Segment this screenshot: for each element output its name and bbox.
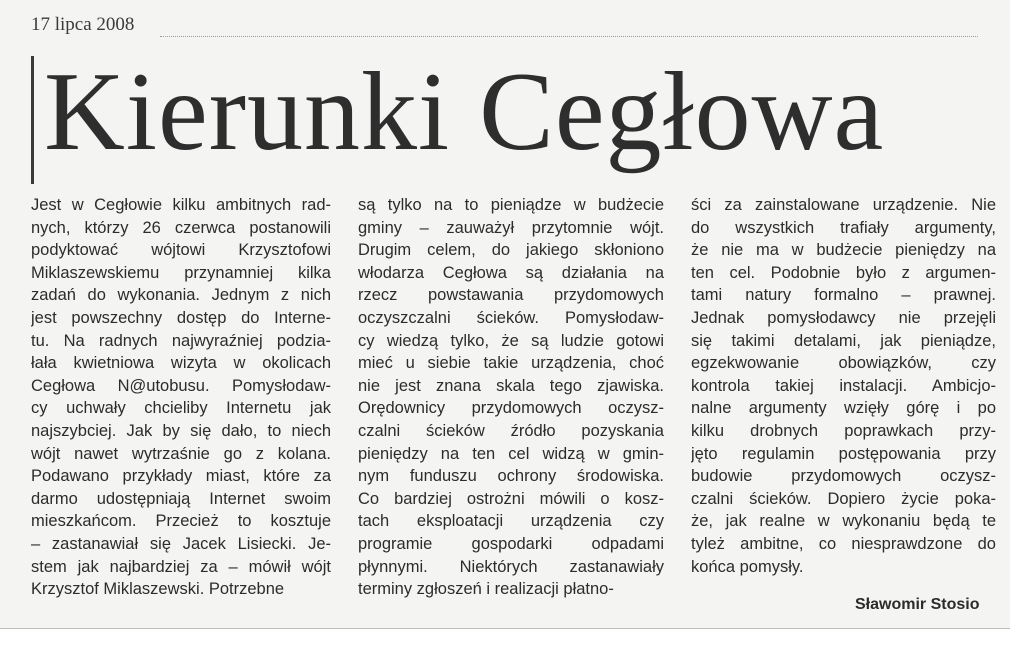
article-line: ten cel. Podobnie było z argumen- [691, 263, 996, 282]
scan-margin-bottom [0, 629, 1024, 645]
article-line: wójt nawet wytrzaśnie go z kolana. [31, 444, 331, 463]
article-line: zadań do wykonania. Jednym z nich [31, 286, 331, 305]
article-line: końca pomysły. [691, 557, 804, 576]
article-line: programie gospodarki odpadami [358, 534, 664, 553]
article-line: do wszystkich trafiały argumenty, [691, 218, 996, 237]
article-line: nym funduszu ochrony środowiska. [358, 467, 664, 486]
article-line: egzekwowanie obowiązków, czy [691, 354, 996, 373]
author-byline: Sławomir Stosio [855, 596, 980, 613]
article-line: Jednak pomysłodawcy nie przejęli [691, 308, 996, 327]
article-line: tami natury formalno – prawnej. [691, 286, 996, 305]
publication-date: 17 lipca 2008 [31, 14, 135, 35]
article-line: tu. Na radnych najwyraźniej podzia- [31, 331, 331, 350]
article-line: czalni ścieków źródło pozyskania [358, 421, 664, 440]
article-line: kilku drobnych poprawkach przy- [691, 421, 996, 440]
article-line: Miklaszewskiemu przynamniej kilka [31, 263, 331, 282]
article-line: nie jest znana skala tego zjawiska. [358, 376, 664, 395]
article-line: Orędownicy przydomowych oczysz- [358, 399, 664, 418]
article-line: Cegłowa N@utobusu. Pomysłodaw- [31, 376, 331, 395]
article-line: – zastanawiał się Jacek Lisiecki. Je- [31, 534, 331, 553]
article-line: terminy zgłoszeń i realizacji płatno- [358, 580, 614, 599]
article-line: tach eksploatacji urządzenia czy [358, 512, 664, 531]
scan-margin-right [1010, 0, 1024, 645]
article-line: nych, którzy 26 czerwca postanowili [31, 218, 331, 237]
article-line: się takimi detalami, jak pieniądze, [691, 331, 996, 350]
article-line: oczyszczalni ścieków. Pomysłodaw- [358, 308, 664, 327]
article-line: pieniędzy na ten cel widzą w gmin- [358, 444, 664, 463]
article-line: nalne argumenty wzięły górę i po [691, 399, 996, 418]
article-line: kontrola takiej instalacji. Ambicjo- [691, 376, 996, 395]
article-line: łała kwietniowa wizyta w okolicach [31, 354, 331, 373]
article-line: mieszkańcom. Przecież to kosztuje [31, 512, 331, 531]
article-line: płynnymi. Niektórych zastanawiały [358, 557, 664, 576]
article-line: stem jak najbardziej za – mówił wójt [31, 557, 331, 576]
article-line: Krzysztof Miklaszewski. Potrzebne [31, 580, 285, 599]
article-line: tyleż ambitne, co niesprawdzone do [691, 534, 996, 553]
article-line: najszybciej. Jak by się dało, to niech [31, 421, 331, 440]
article-title: Kierunki Cegłowa [44, 50, 885, 174]
article-line: jest powszechny dostęp do Interne- [31, 308, 331, 327]
title-accent-bar [31, 56, 34, 184]
article-line: Jest w Cegłowie kilku ambitnych rad- [31, 196, 331, 214]
article-line: gminy – zauważył przytomnie wójt. [358, 218, 664, 237]
article-line: są tylko na to pieniądze w budżecie [358, 196, 664, 214]
article-line: że nie ma w budżecie pieniędzy na [691, 241, 996, 260]
article-line: jęto regulamin postępowania przy [691, 444, 996, 463]
article-line: darmo udostępniają Internet swoim [31, 489, 331, 508]
article-column-2 [358, 194, 664, 601]
article-line: rzecz powstawania przydomowych [358, 286, 664, 305]
article-line: cy wiedzą tylko, że są ludzie gotowi [358, 331, 664, 350]
article-line: Co bardziej ostrożni mówili o kosz- [358, 489, 664, 508]
article-line: mieć u siebie takie urządzenia, choć [358, 354, 664, 373]
date-divider [160, 36, 978, 37]
article-line: podyktować wójtowi Krzysztofowi [31, 241, 331, 260]
article-line: ści za zainstalowane urządzenie. Nie [691, 196, 996, 214]
article-column-1 [31, 194, 331, 601]
article-line: czalni ścieków. Dopiero życie poka- [691, 489, 996, 508]
article-line: budowie przydomowych oczysz- [691, 467, 996, 486]
article-line: Podawano przykłady miast, które za [31, 467, 331, 486]
article-line: że, jak realne w wykonaniu będą te [691, 512, 996, 531]
article-line: cy uchwały chcieliby Internetu jak [31, 399, 331, 418]
article-line: włodarza Cegłowa są działania na [358, 263, 664, 282]
article-line: Drugim celem, do jakiego skłoniono [358, 241, 664, 260]
article-column-3 [691, 194, 996, 578]
